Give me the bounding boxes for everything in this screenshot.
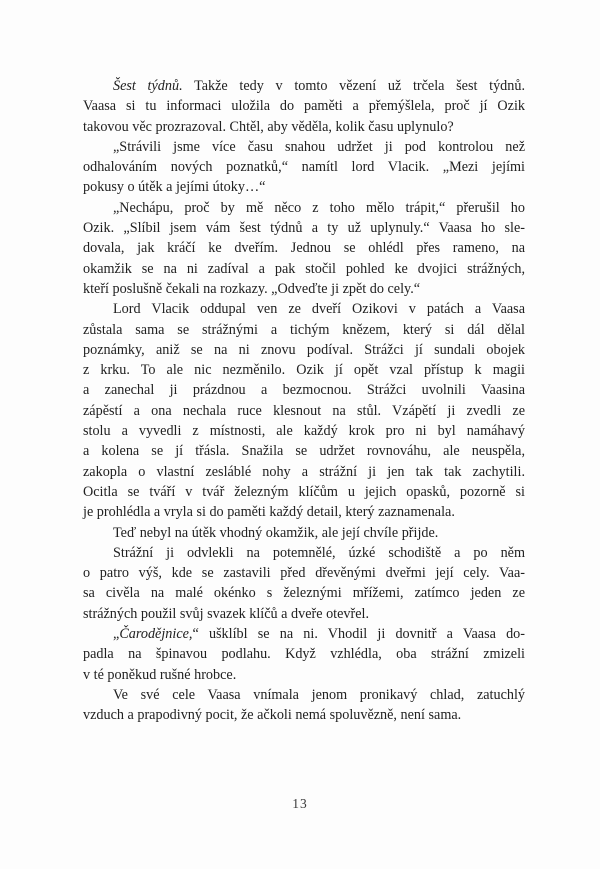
text-segment: “ ušklíbl se na ni. Vhodil ji dovnitř a Vaasa do- (192, 626, 525, 643)
text-segment: Ocitla se tváří v tvář železným klíčům u jejich opasků, pozorně si (83, 483, 525, 500)
text-line (83, 340, 525, 360)
paragraph (83, 543, 525, 624)
text-line (83, 177, 525, 197)
text-line (83, 198, 525, 218)
text-segment: Ve své cele Vaasa vnímala jenom pronikavý chlad, zatuchlý (113, 686, 525, 703)
text-line (83, 259, 525, 279)
text-segment: zakopla o vlastní zesláblé nohy a strážní ji jen tak tak zachytili. (83, 463, 525, 480)
text-segment: Lord Vlacik oddupal ven ze dveří Ozikovi v patách a Vaasa (113, 301, 525, 318)
text-line (83, 502, 525, 522)
text-segment: je prohlédla a vryla si do paměti každý detail, který zaznamenala. (83, 504, 455, 521)
text-segment: „ (113, 626, 120, 643)
text-line (83, 604, 525, 624)
text-segment: kteří poslušně čekali na rozkazy. „Odveďte ji zpět do cely.“ (83, 280, 421, 297)
text-segment: padla na špinavou podlahu. Když vzhlédla, oba strážní zmizeli (83, 646, 525, 663)
text-line (83, 441, 525, 461)
text-line (83, 482, 525, 502)
text-segment: Strážní ji odvlekli na potemnělé, úzké schodiště a po něm (113, 544, 525, 561)
text-line (83, 644, 525, 664)
text-segment: takovou věc prozrazoval. Chtěl, aby věděla, kolik času uplynulo? (83, 118, 454, 135)
text-segment: zápěstí a ona nechala ruce klesnout na stůl. Vzápětí ji zvedli ze (83, 402, 525, 419)
text-segment: Vaasa si tu informaci uložila do paměti a přemýšlela, proč jí Ozik (83, 98, 525, 115)
text-block (83, 76, 525, 726)
text-segment: Takže tedy v tomto vězení už trčela šest týdnů. (182, 78, 525, 94)
text-segment: Ozik. „Slíbil jsem vám šest týdnů a ty už uplynuly.“ Vaasa ho sle- (83, 220, 525, 237)
text-line (83, 462, 525, 482)
text-segment: Teď nebyl na útěk vhodný okamžik, ale její chvíle přijde. (113, 524, 439, 541)
paragraph (83, 198, 525, 299)
text-segment: odhalováním nových poznatků,“ namítl lord Vlacik. „Mezi jejími (83, 159, 525, 176)
text-line (83, 624, 525, 644)
text-line (83, 238, 525, 258)
text-segment: strážných použil svůj svazek klíčů a dveře otevřel. (83, 605, 370, 622)
text-line (83, 665, 525, 685)
text-line (83, 76, 525, 96)
paragraph (83, 624, 525, 685)
text-line (83, 157, 525, 177)
text-line (83, 705, 525, 725)
text-segment: v té poněkud rušné hrobce. (83, 666, 237, 683)
text-segment: pokusy o útěk a jejími útoky…“ (83, 179, 266, 196)
text-segment: poznámky, aniž se na ni znovu podíval. Strážci jí sundali obojek (83, 341, 525, 358)
paragraph (83, 685, 525, 726)
text-segment: zůstala sama se strážnými a tichým knězem, který si dál dělal (83, 321, 525, 338)
paragraph (83, 523, 525, 543)
text-line (83, 523, 525, 543)
text-line (83, 218, 525, 238)
text-line (83, 543, 525, 563)
italic-text: Čarodějnice, (119, 626, 193, 643)
italic-text: Šest týdnů. (113, 78, 183, 94)
text-line (83, 583, 525, 603)
text-line (83, 96, 525, 116)
paragraph (83, 137, 525, 198)
page-number: 13 (292, 796, 308, 811)
paragraph (83, 299, 525, 522)
text-line (83, 137, 525, 157)
text-segment: o patro výš, kde se zastavili před dřevěnými dveřmi její cely. Vaa- (83, 565, 525, 582)
text-line (83, 563, 525, 583)
text-line (83, 320, 525, 340)
text-line (83, 117, 525, 137)
text-segment: z krku. To ale nic nezměnilo. Ozik jí opět vzal přístup k magii (83, 362, 525, 379)
text-segment: stolu a vyvedli z místnosti, ale každý krok pro ni byl namáhavý (83, 423, 525, 440)
text-segment: a zanechal ji prázdnou a bezmocnou. Strážci uvolnili Vaasina (83, 382, 525, 399)
text-line (83, 421, 525, 441)
text-line (83, 685, 525, 705)
text-line (83, 380, 525, 400)
text-segment: „Strávili jsme více času snahou udržet ji pod kontrolou než (113, 138, 525, 155)
paragraph (83, 76, 525, 137)
text-segment: a kolena se jí třásla. Snažila se udržet rovnováhu, ale neuspěla, (83, 443, 525, 460)
text-segment: okamžik se na ni zadíval a pak stočil pohled ke dvojici strážných, (83, 260, 525, 277)
text-segment: „Nechápu, proč by mě něco z toho mělo trápit,“ přerušil ho (113, 199, 525, 216)
text-line (83, 360, 525, 380)
text-segment: dovala, jak kráčí ke dveřím. Jednou se ohlédl přes rameno, na (83, 240, 525, 257)
text-segment: vzduch a prapodivný pocit, že ačkoli nemá spoluvězně, není sama. (83, 707, 462, 724)
text-segment: sa civěla na malé okénko s železnými mřížemi, zatímco jeden ze (83, 585, 525, 602)
text-line (83, 279, 525, 299)
text-line (83, 299, 525, 319)
text-line (83, 401, 525, 421)
